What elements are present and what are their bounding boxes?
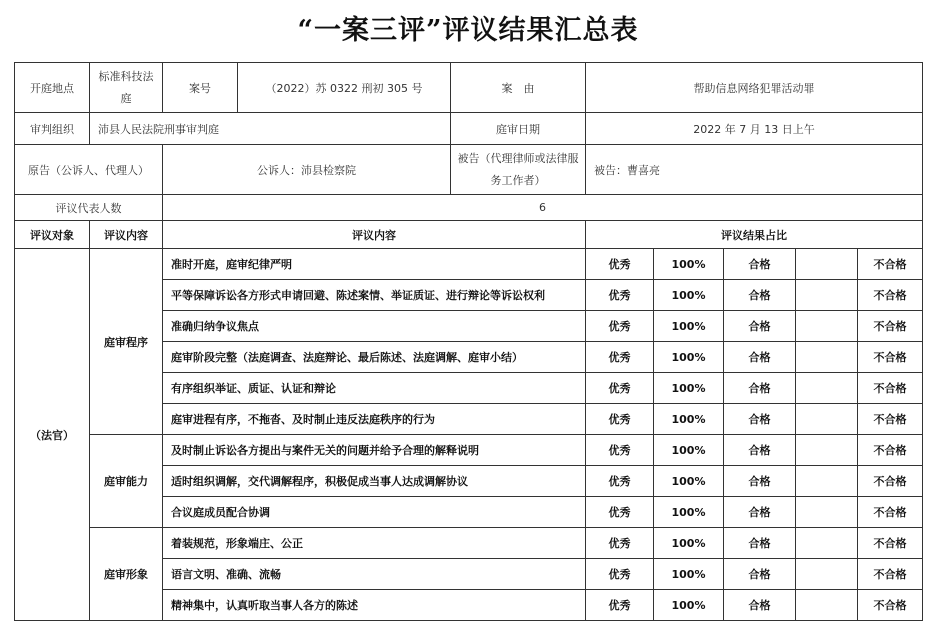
excellent-percent: 100%: [654, 342, 724, 373]
excellent-percent: 100%: [654, 528, 724, 559]
pass-label: 合格: [724, 249, 796, 280]
case-no-value: （2022）苏 0322 刑初 305 号: [238, 63, 451, 113]
excellent-percent: 100%: [654, 435, 724, 466]
item-text: 语言文明、准确、流畅: [163, 559, 586, 590]
pass-percent: [796, 373, 858, 404]
excellent-label: 优秀: [586, 466, 654, 497]
fail-label: 不合格: [858, 373, 923, 404]
info-row-2: [15, 113, 923, 145]
item-text: 合议庭成员配合协调: [163, 497, 586, 528]
plaintiff-label: 原告（公诉人、代理人）: [15, 145, 163, 195]
pass-label: 合格: [724, 559, 796, 590]
excellent-label: 优秀: [586, 528, 654, 559]
fail-label: 不合格: [858, 559, 923, 590]
venue-value: 标准科技法庭: [90, 63, 163, 113]
pass-percent: [796, 466, 858, 497]
excellent-percent: 100%: [654, 497, 724, 528]
summary-table: [14, 62, 923, 621]
fail-label: 不合格: [858, 404, 923, 435]
org-value: 沛县人民法院刑事审判庭: [90, 113, 451, 145]
fail-label: 不合格: [858, 497, 923, 528]
org-label: 审判组织: [15, 113, 90, 145]
excellent-percent: 100%: [654, 249, 724, 280]
header-object: 评议对象: [15, 221, 90, 249]
item-text: 准时开庭，庭审纪律严明: [163, 249, 586, 280]
info-row-1: [15, 63, 923, 113]
date-value: 2022 年 7 月 13 日上午: [586, 113, 923, 145]
pass-percent: [796, 559, 858, 590]
info-row-4: [15, 195, 923, 221]
excellent-label: 优秀: [586, 342, 654, 373]
cause-value: 帮助信息网络犯罪活动罪: [586, 63, 923, 113]
item-text: 庭审阶段完整（法庭调查、法庭辩论、最后陈述、法庭调解、庭审小结）: [163, 342, 586, 373]
fail-label: 不合格: [858, 528, 923, 559]
pass-label: 合格: [724, 528, 796, 559]
excellent-label: 优秀: [586, 373, 654, 404]
pass-percent: [796, 280, 858, 311]
header-row: [15, 221, 923, 249]
date-label: 庭审日期: [451, 113, 586, 145]
excellent-percent: 100%: [654, 466, 724, 497]
pass-label: 合格: [724, 435, 796, 466]
item-text: 精神集中，认真听取当事人各方的陈述: [163, 590, 586, 621]
pass-label: 合格: [724, 590, 796, 621]
excellent-percent: 100%: [654, 404, 724, 435]
pass-label: 合格: [724, 311, 796, 342]
pass-percent: [796, 404, 858, 435]
rep-label: 评议代表人数: [15, 195, 163, 221]
defendant-label: 被告（代理律师或法律服务工作者）: [451, 145, 586, 195]
item-text: 着装规范，形象端庄、公正: [163, 528, 586, 559]
venue-label: 开庭地点: [15, 63, 90, 113]
item-text: 适时组织调解，交代调解程序，积极促成当事人达成调解协议: [163, 466, 586, 497]
excellent-percent: 100%: [654, 590, 724, 621]
pass-percent: [796, 528, 858, 559]
excellent-label: 优秀: [586, 280, 654, 311]
pass-percent: [796, 249, 858, 280]
pass-label: 合格: [724, 466, 796, 497]
rep-value: 6: [163, 195, 923, 221]
excellent-label: 优秀: [586, 497, 654, 528]
pass-percent: [796, 497, 858, 528]
fail-label: 不合格: [858, 280, 923, 311]
header-content: 评议内容: [90, 221, 163, 249]
table-row: [15, 528, 923, 559]
pass-label: 合格: [724, 373, 796, 404]
excellent-label: 优秀: [586, 559, 654, 590]
excellent-label: 优秀: [586, 435, 654, 466]
plaintiff-value: 公诉人：沛县检察院: [163, 145, 451, 195]
category-cell: 庭审程序: [90, 249, 163, 435]
fail-label: 不合格: [858, 311, 923, 342]
pass-percent: [796, 435, 858, 466]
category-cell: 庭审能力: [90, 435, 163, 528]
header-detail: 评议内容: [163, 221, 586, 249]
excellent-label: 优秀: [586, 311, 654, 342]
item-text: 平等保障诉讼各方形式申请回避、陈述案情、举证质证、进行辩论等诉讼权利: [163, 280, 586, 311]
pass-label: 合格: [724, 497, 796, 528]
defendant-value: 被告：曹喜亮: [586, 145, 923, 195]
info-row-3: [15, 145, 923, 195]
excellent-percent: 100%: [654, 280, 724, 311]
item-text: 庭审进程有序，不拖沓、及时制止违反法庭秩序的行为: [163, 404, 586, 435]
pass-label: 合格: [724, 404, 796, 435]
excellent-label: 优秀: [586, 249, 654, 280]
excellent-percent: 100%: [654, 559, 724, 590]
header-result: 评议结果占比: [586, 221, 923, 249]
item-text: 有序组织举证、质证、认证和辩论: [163, 373, 586, 404]
excellent-label: 优秀: [586, 590, 654, 621]
page-title: “一案三评”评议结果汇总表: [297, 15, 639, 46]
fail-label: 不合格: [858, 249, 923, 280]
cause-label: 案 由: [451, 63, 586, 113]
pass-percent: [796, 590, 858, 621]
fail-label: 不合格: [858, 466, 923, 497]
case-no-label: 案号: [163, 63, 238, 113]
table-row: [15, 435, 923, 466]
table-row: [15, 249, 923, 280]
excellent-percent: 100%: [654, 373, 724, 404]
fail-label: 不合格: [858, 342, 923, 373]
excellent-percent: 100%: [654, 311, 724, 342]
pass-percent: [796, 311, 858, 342]
item-text: 及时制止诉讼各方提出与案件无关的问题并给予合理的解释说明: [163, 435, 586, 466]
evaluation-object: （法官）: [15, 249, 90, 621]
item-text: 准确归纳争议焦点: [163, 311, 586, 342]
fail-label: 不合格: [858, 435, 923, 466]
category-cell: 庭审形象: [90, 528, 163, 621]
excellent-label: 优秀: [586, 404, 654, 435]
pass-percent: [796, 342, 858, 373]
pass-label: 合格: [724, 342, 796, 373]
fail-label: 不合格: [858, 590, 923, 621]
pass-label: 合格: [724, 280, 796, 311]
